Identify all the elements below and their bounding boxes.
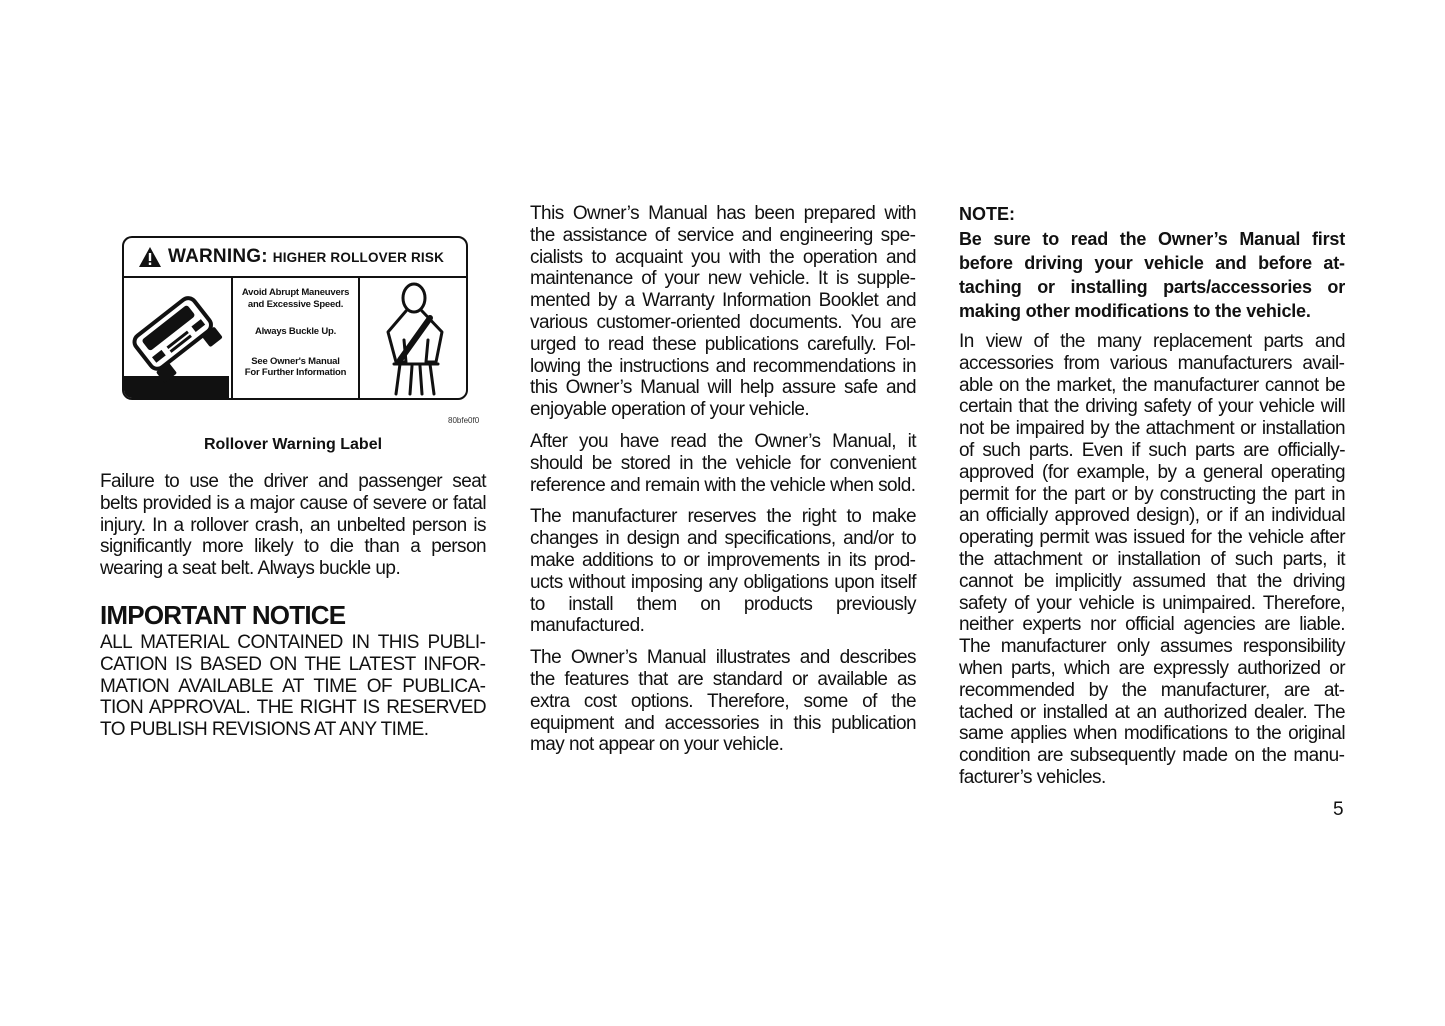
label-body [124,278,466,398]
right-column [959,203,1345,789]
rollover-warning-label [122,236,468,400]
label-warning-word: WARNING: [168,246,268,267]
parts-paragraph: In view of the many replacement parts and accessories from various manufacturers available on the market, the manufacturer cannot be certain that the driving safety of your vehicle will not be impaired by the attachment or installation of such parts. Even if such parts are officially-approved (for example, by a general operating permit for the part or by constructing the part in an officially approved design), or if an individual operating permit was issued for the vehicle after the attachment or installation of such parts, it cannot be implicitly assumed that the driving safety of your vehicle is unimpaired. Therefore, neither experts nor official agencies are liable. The manufacturer only assumes responsibility when parts, which are expressly authorized or recommended by the manufacturer, are attached or installed at an authorized dealer. The same applies when modifications to the original condition are subsequently made on the manufacturer’s vehicles. [959,331,1345,788]
page-number: 5 [1333,799,1344,820]
note-label: NOTE: [959,204,1015,224]
note-text: Be sure to read the Owner’s Manual first before driving your vehicle and before attaching or installing parts/accessories or making other modifications to the vehicle. [959,229,1345,321]
label-line-2: and Excessive Speed. [247,298,344,310]
changes-paragraph: The manufacturer reserves the right to make changes in design and specifications, and/or to make additions to or improvements in its products without imposing any obligations upon itself to install them on products previously manufactured. [530,506,916,637]
label-header [124,238,466,278]
important-notice-text: ALL MATERIAL CONTAINED IN THIS PUBLICATION IS BASED ON THE LATEST INFORMATION AVAILABLE AT TIME OF PUBLICATION APPROVAL. THE RIGHT IS RESERVED TO PUBLISH REVISIONS AT ANY TIME. [100,632,486,741]
label-image-code: 80bfe0f0 [448,416,480,425]
label-line-3: Always Buckle Up. [254,326,337,337]
label-line-4: See Owner's Manual [251,355,340,367]
important-notice-heading: IMPORTANT NOTICE [100,600,346,630]
storage-paragraph: After you have read the Owner’s Manual, it should be stored in the vehicle for convenient reference and remain with the vehicle when sold. [530,430,916,496]
label-line-5: For Further Information [244,367,347,378]
seatbelt-person-icon [360,278,466,398]
label-instructions [231,278,360,398]
label-line-1: Avoid Abrupt Maneuvers [241,287,350,298]
rollover-vehicle-icon [124,278,229,398]
features-paragraph: The Owner’s Manual illustrates and describes the features that are standard or available as extra cost options. Therefore, some of the equipment and accessories in this publication may not appear on your vehicle. [530,647,916,756]
manual-intro-paragraph: This Owner’s Manual has been prepared with the assistance of service and engineering specialists to acquaint you with the operation and maintenance of your new vehicle. It is supplemented by a Warranty Information Booklet and various customer-oriented documents. You are urged to read these publications carefully. Following the instructions and recommendations in this Owner’s Manual will help assure safe and enjoyable operation of your vehicle. [530,203,916,421]
warning-triangle-icon [138,246,162,268]
middle-column [530,203,916,766]
figure-caption: Rollover Warning Label [203,436,383,453]
seatbelt-paragraph: Failure to use the driver and passenger seat belts provided is a major cause of severe or fatal injury. In a rollover crash, an unbelted person is significantly more likely to die than a person wearing a seat belt. Always buckle up. [100,471,486,580]
label-risk-text: HIGHER ROLLOVER RISK [272,249,445,265]
